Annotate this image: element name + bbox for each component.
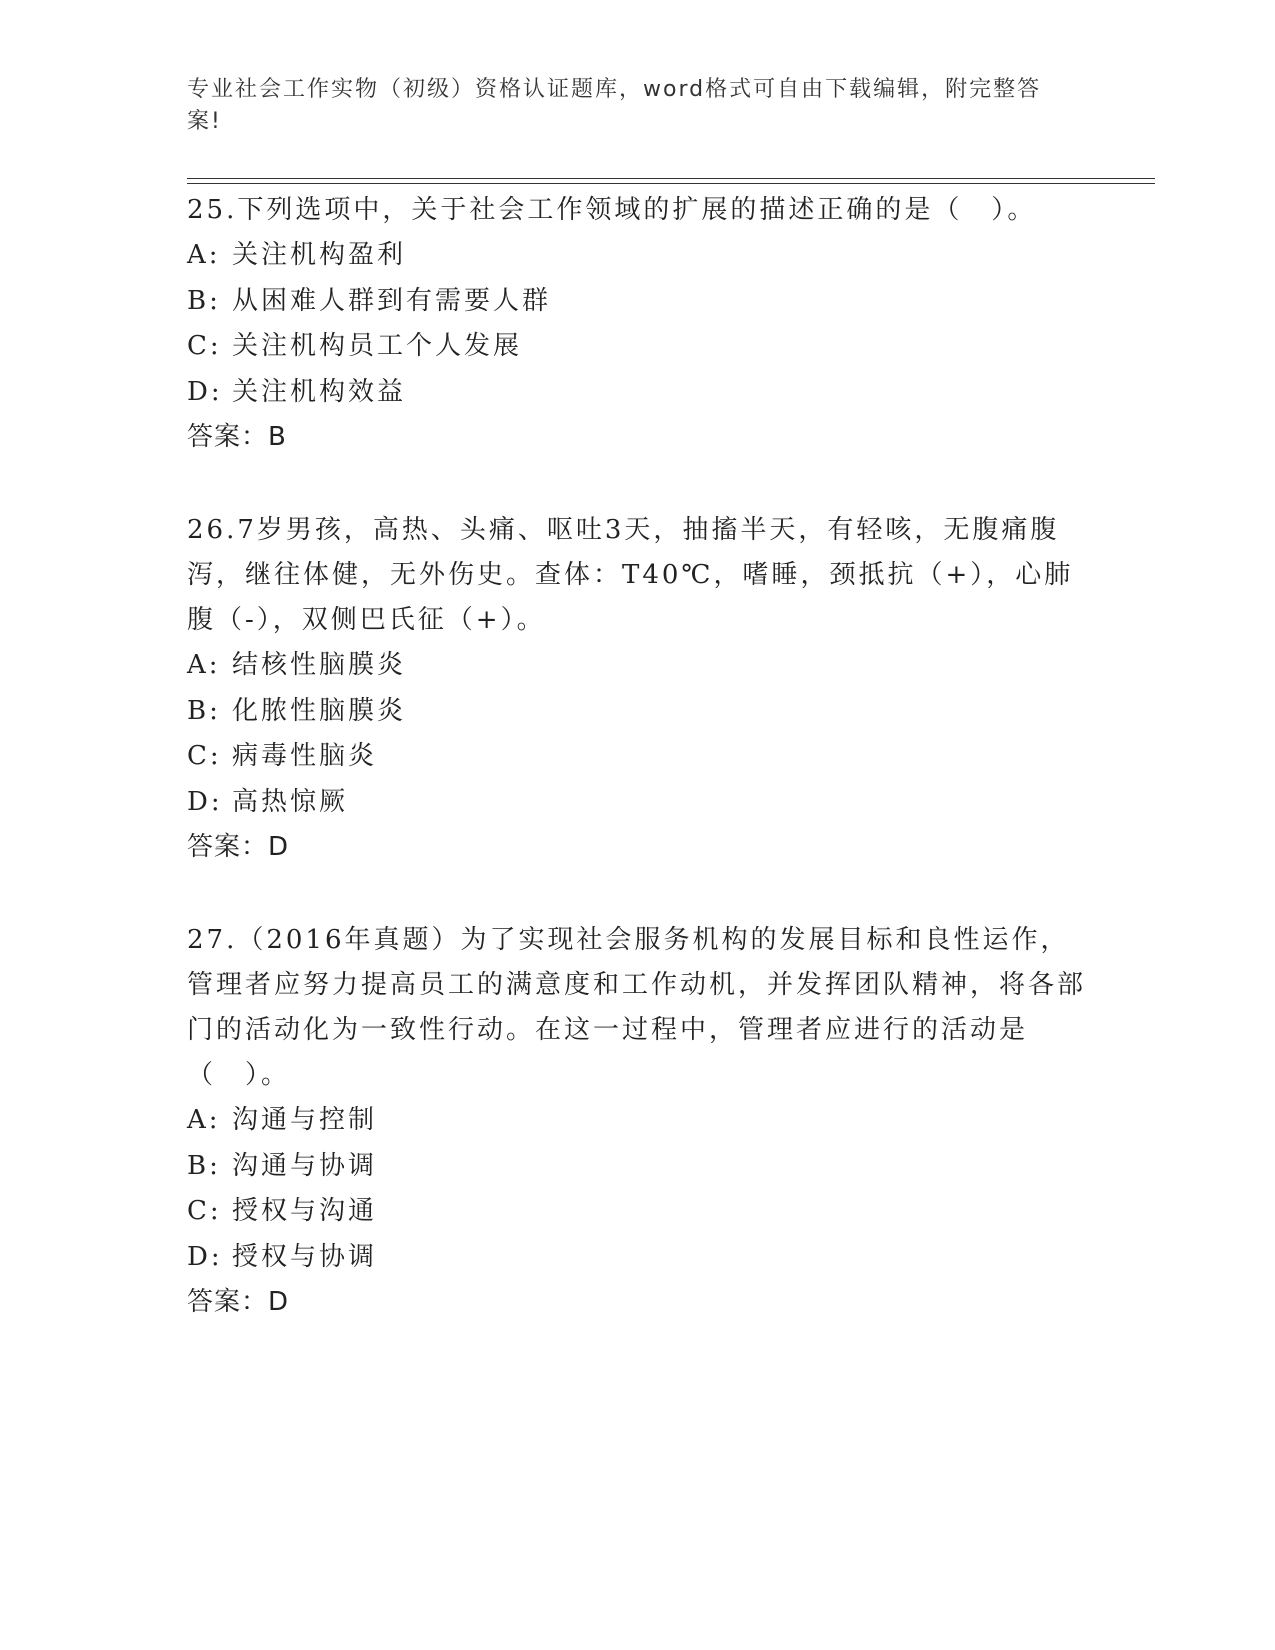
option-d (187, 780, 1087, 826)
question-stem: 25.下列选项中，关于社会工作领域的扩展的描述正确的是（ ）。 (187, 195, 1037, 225)
option-text: 授权与协调 (232, 1241, 378, 1272)
option-text: 沟通与控制 (232, 1105, 378, 1135)
option-text: 化脓性脑膜炎 (232, 695, 407, 726)
option-text: 病毒性脑炎 (232, 741, 378, 771)
option-text: 关注机构员工个人发展 (232, 331, 523, 361)
option-a (187, 233, 1087, 279)
option-letter: C: (187, 1196, 222, 1226)
option-letter: B: (187, 1150, 221, 1181)
option-c (187, 324, 1087, 370)
option-letter: C: (187, 331, 222, 361)
option-b (187, 689, 1087, 735)
option-letter: C: (187, 741, 222, 771)
answer-label: 答案：D (187, 832, 290, 862)
option-letter: B: (187, 285, 221, 316)
question-25 (187, 188, 1087, 460)
option-text: 关注机构效益 (232, 376, 407, 407)
option-text: 授权与沟通 (232, 1196, 378, 1226)
question-stem: 27.（2016年真题）为了实现社会服务机构的发展目标和良性运作，管理者应努力提高员工的满意度和工作动机，并发挥团队精神，将各部门的活动化为一致性行动。在这一过程中，管理者应进行的活动是（ ）。 (187, 925, 1087, 1090)
option-c (187, 734, 1087, 780)
option-c (187, 1189, 1087, 1235)
option-d (187, 1235, 1087, 1281)
answer-label: 答案：B (187, 422, 287, 452)
option-text: 高热惊厥 (232, 786, 349, 817)
option-letter: D: (187, 1241, 223, 1272)
option-letter: D: (187, 376, 223, 407)
answer-label: 答案：D (187, 1287, 290, 1317)
option-d (187, 370, 1087, 416)
option-a (187, 643, 1087, 689)
option-letter: A: (187, 1105, 221, 1135)
option-letter: A: (187, 650, 221, 680)
option-letter: B: (187, 695, 221, 726)
option-a (187, 1098, 1087, 1144)
option-text: 结核性脑膜炎 (232, 650, 407, 680)
header-divider-top (187, 178, 1155, 179)
question-27 (187, 918, 1087, 1325)
option-text: 从困难人群到有需要人群 (232, 285, 552, 316)
document-header: 专业社会工作实物（初级）资格认证题库，word格式可自由下载编辑，附完整答案! (187, 77, 1042, 134)
option-b (187, 279, 1087, 325)
option-b (187, 1144, 1087, 1190)
question-stem: 26.7岁男孩，高热、头痛、呕吐3天，抽搐半天，有轻咳，无腹痛腹泻，继往体健，无外伤史。查体：T40℃，嗜睡，颈抵抗（+），心肺腹（-），双侧巴氏征（+）。 (187, 515, 1074, 635)
option-text: 沟通与协调 (232, 1150, 378, 1181)
option-letter: D: (187, 786, 223, 817)
option-text: 关注机构盈利 (232, 240, 407, 270)
question-26 (187, 508, 1087, 870)
option-letter: A: (187, 240, 221, 270)
header-divider-bottom (187, 183, 1155, 184)
